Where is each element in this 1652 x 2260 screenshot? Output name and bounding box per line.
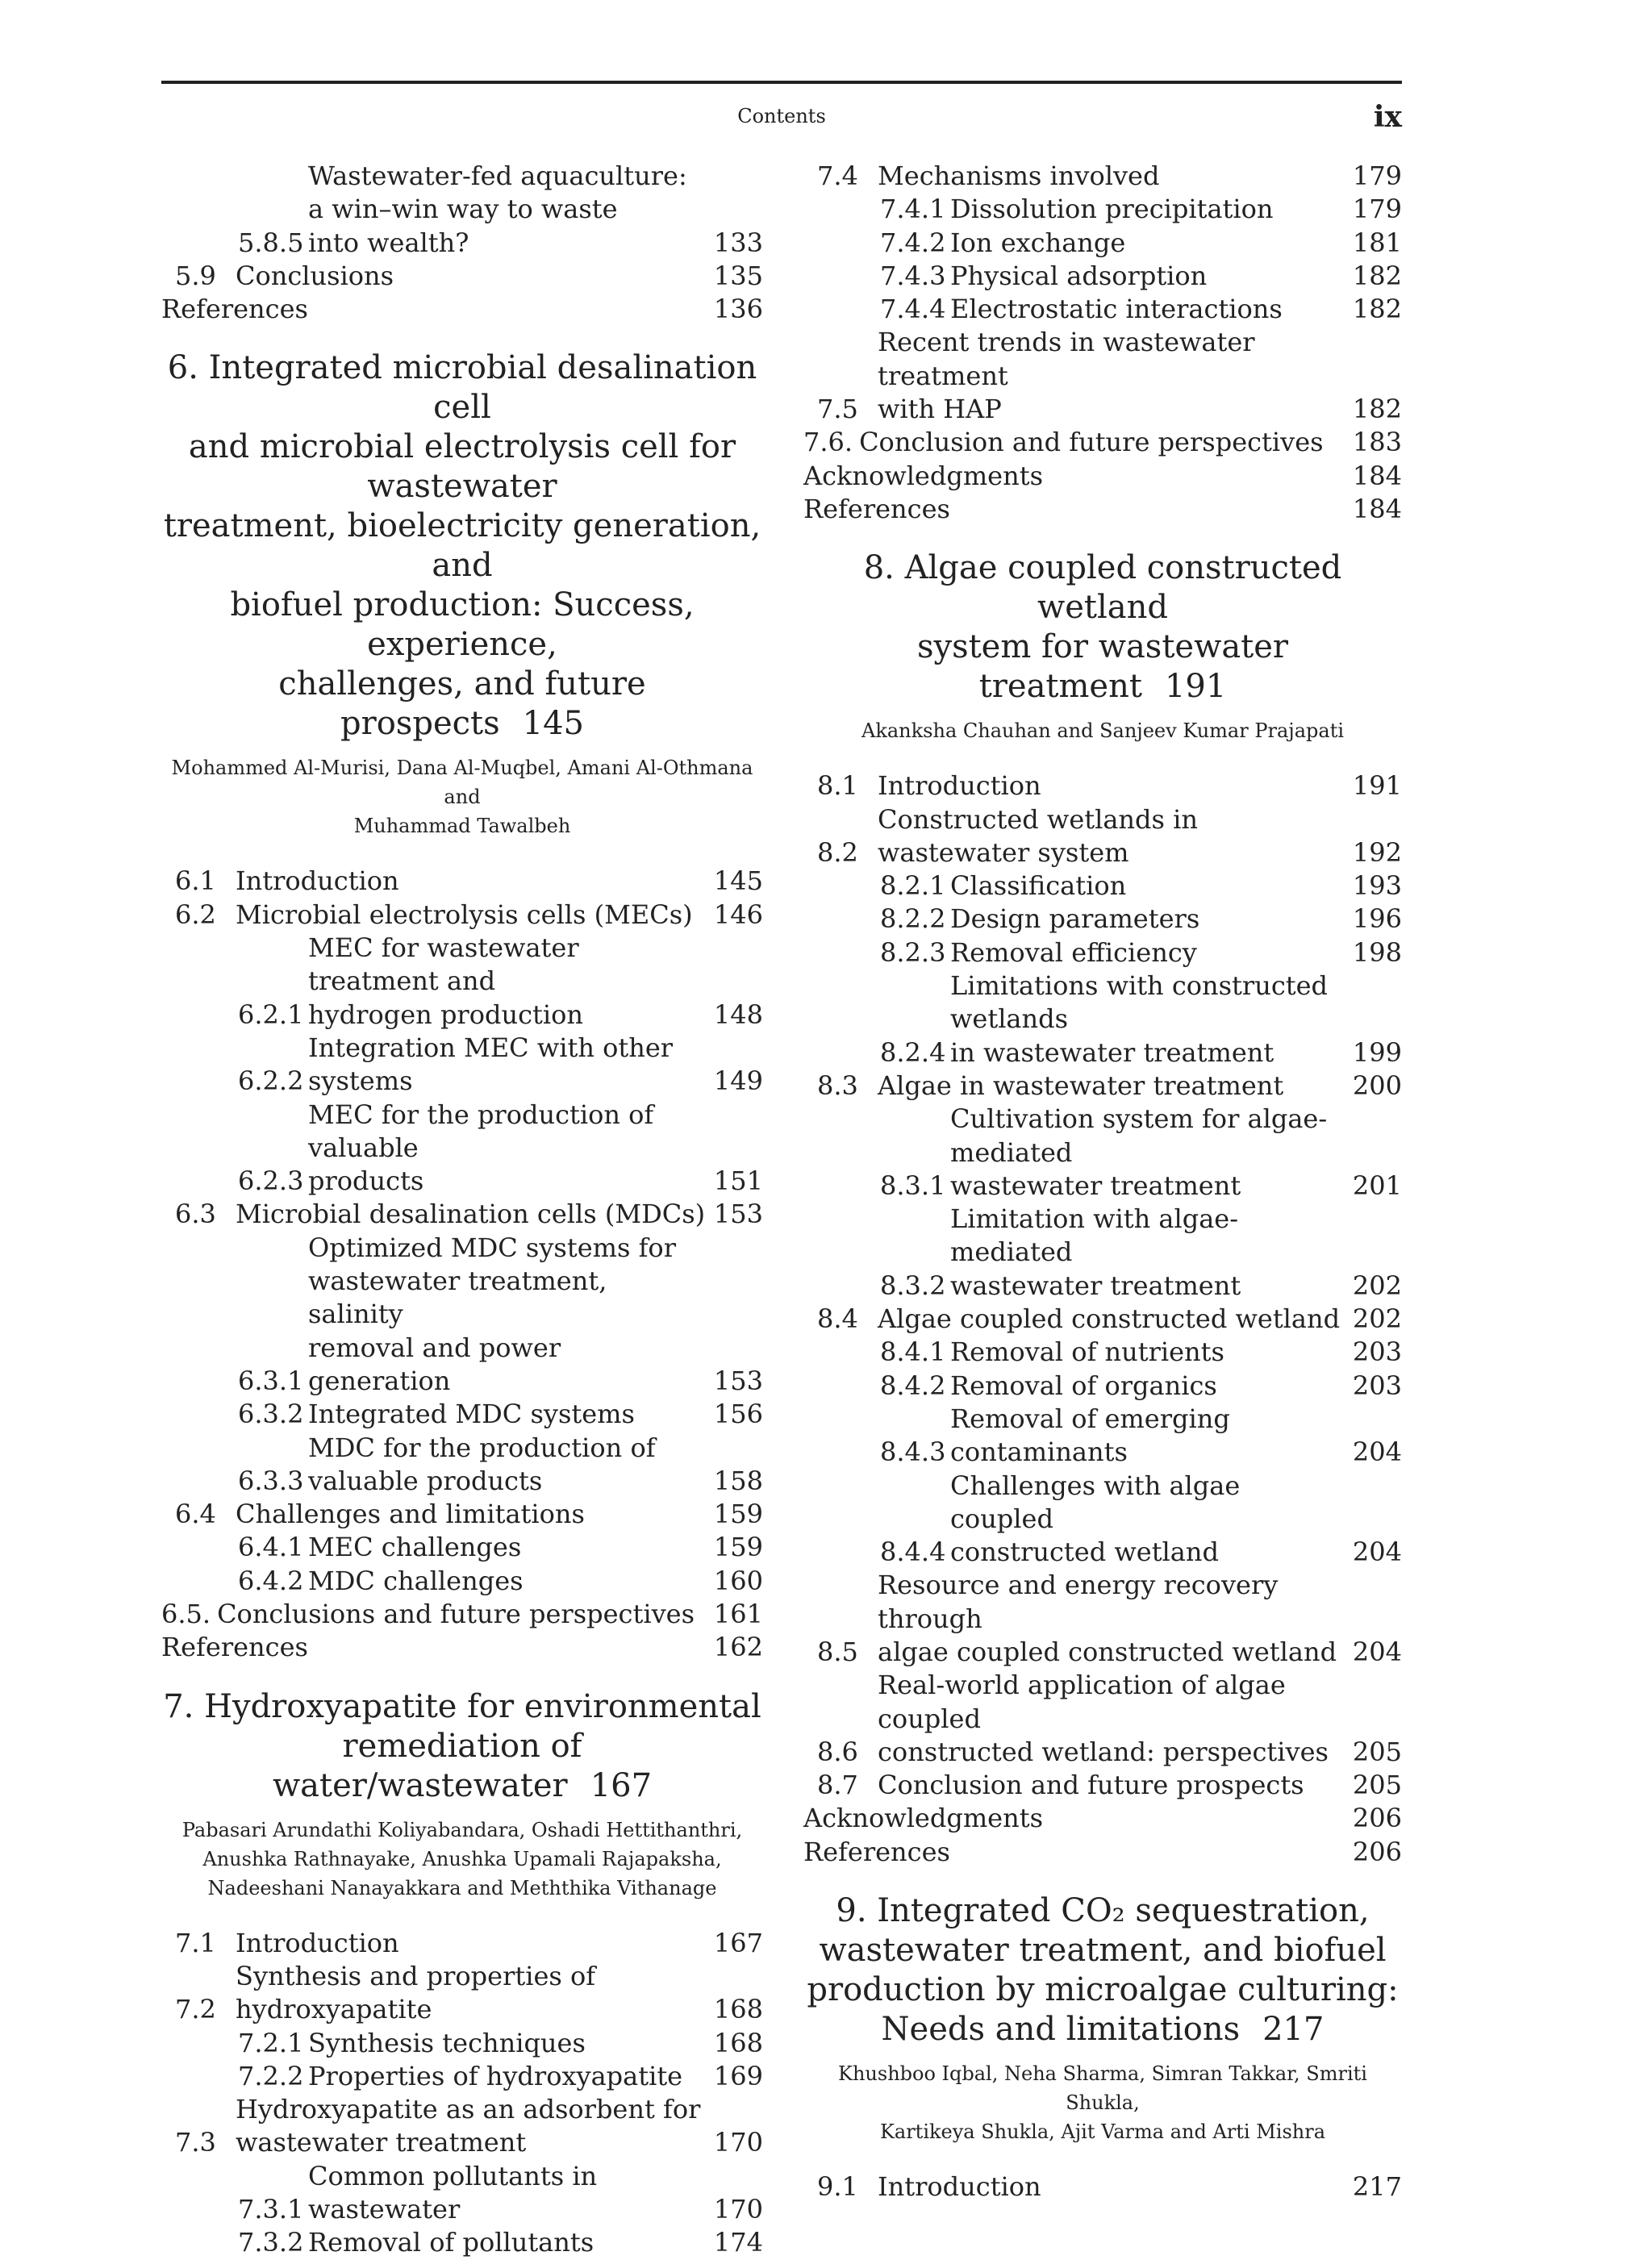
entry-title: Removal of nutrients	[950, 1336, 1224, 1368]
chapter-title-text: 9. Integrated CO₂ sequestration, wastewater treatment, and biofuel production by microalgae culturing: Needs and limitations	[807, 1892, 1399, 2049]
toc-entry[interactable]	[803, 1470, 1402, 1570]
entry-title: Acknowledgments	[803, 1803, 1043, 1834]
toc-entry[interactable]	[803, 1669, 1402, 1769]
toc-entry[interactable]	[161, 932, 763, 1032]
toc-entry[interactable]	[803, 1070, 1402, 1103]
entry-number: 8.4.1	[880, 1336, 946, 1368]
toc-group	[161, 865, 763, 1664]
entry-title: Introduction	[878, 2171, 1041, 2203]
entry-title: Limitation with algae-mediated wastewater treatment	[950, 1203, 1241, 1301]
entry-number: 5.8.5	[238, 227, 304, 258]
toc-entry[interactable]	[803, 293, 1402, 326]
toc-group	[803, 769, 1402, 1869]
entry-page: 192	[1352, 836, 1402, 868]
entry-page: 181	[1352, 227, 1402, 258]
toc-entry[interactable]	[161, 1232, 763, 1398]
entry-number: 7.3	[175, 2127, 216, 2158]
entry-title: Constructed wetlands in wastewater system	[878, 803, 1198, 868]
toc-entry[interactable]	[803, 1569, 1402, 1669]
toc-right-column	[803, 160, 1402, 2204]
entry-page: 161	[713, 1599, 763, 1630]
toc-entry[interactable]	[803, 1836, 1402, 1869]
entry-page: 182	[1352, 294, 1402, 325]
entry-page: 200	[1352, 1070, 1402, 1101]
entry-page: 184	[1352, 493, 1402, 524]
chapter-page: 191	[1164, 668, 1227, 706]
entry-title: References	[161, 294, 308, 325]
chapter-authors: Akanksha Chauhan and Sanjeev Kumar Prajapati	[861, 719, 1345, 743]
running-title: Contents	[737, 105, 826, 127]
entry-page: 135	[713, 260, 763, 291]
entry-page: 168	[713, 2027, 763, 2058]
entry-title: MDC challenges	[308, 1565, 524, 1596]
toc-entry[interactable]	[803, 326, 1402, 426]
entry-title: Resource and energy recovery through algae coupled constructed wetland	[878, 1570, 1337, 1667]
entry-number: 8.4.2	[880, 1370, 946, 1401]
entry-title: References	[161, 1632, 308, 1663]
entry-number: 7.3.1	[238, 2193, 304, 2225]
entry-title: Ion exchange	[950, 227, 1126, 258]
entry-number: 6.4.1	[238, 1532, 304, 1563]
toc-entry[interactable]	[161, 2093, 763, 2160]
entry-page: 146	[713, 899, 763, 930]
entry-number: 6.2.3	[238, 1165, 304, 1197]
toc-entry[interactable]	[161, 1927, 763, 1960]
chapter-page: 167	[590, 1766, 653, 1804]
entry-number: 7.6.	[803, 427, 853, 458]
entry-page: 159	[713, 1499, 763, 1530]
entry-page: 148	[713, 999, 763, 1030]
toc-group	[161, 160, 763, 326]
entry-title: Conclusions	[236, 260, 394, 291]
entry-title: Wastewater-fed aquaculture: a win–win way to waste into wealth?	[308, 161, 687, 258]
toc-entry[interactable]	[803, 936, 1402, 969]
entry-title: Limitations with constructed wetlands in wastewater treatment	[950, 970, 1329, 1068]
entry-title: Recent trends in wastewater treatment with HAP	[878, 327, 1255, 425]
entry-number: 6.1	[175, 865, 216, 897]
toc-entry[interactable]	[803, 903, 1402, 936]
toc-entry[interactable]	[161, 1398, 763, 1431]
entry-page: 203	[1352, 1370, 1402, 1401]
entry-title: Hydroxyapatite as an adsorbent for wastewater treatment	[236, 2094, 701, 2158]
entry-title: Conclusions and future perspectives	[217, 1599, 695, 1630]
toc-entry[interactable]	[161, 260, 763, 293]
chapter-9	[803, 1891, 1402, 2204]
entry-number: 8.3	[817, 1070, 858, 1101]
entry-page: 179	[1352, 161, 1402, 191]
chapter-title[interactable]	[161, 1687, 763, 1806]
entry-number: 8.1	[817, 770, 858, 802]
entry-title: MDC for the production of valuable products	[308, 1432, 656, 1496]
entry-number: 8.7	[817, 1770, 858, 1801]
toc-entry[interactable]	[161, 1565, 763, 1598]
entry-title: Challenges and limitations	[236, 1499, 585, 1530]
entry-page: 206	[1352, 1803, 1402, 1834]
chapter-title-text: 7. Hydroxyapatite for environmental remediation of water/wastewater	[163, 1687, 761, 1804]
toc-entry[interactable]	[803, 493, 1402, 526]
toc-entry[interactable]	[161, 1432, 763, 1499]
entry-title: Algae coupled constructed wetland	[878, 1303, 1341, 1335]
entry-title: Microbial desalination cells (MDCs)	[236, 1199, 706, 1230]
toc-entry[interactable]	[161, 1198, 763, 1231]
entry-title: Introduction	[878, 770, 1041, 802]
chapter-title[interactable]	[803, 548, 1402, 707]
entry-title: Algae in wastewater treatment	[878, 1070, 1284, 1101]
toc-entry[interactable]	[803, 1802, 1402, 1835]
toc-entry[interactable]	[803, 1303, 1402, 1336]
entry-number: 6.3	[175, 1199, 216, 1230]
entry-title: Dissolution precipitation	[950, 194, 1274, 225]
entry-number: 7.4.1	[880, 194, 946, 225]
chapter-title[interactable]	[161, 348, 763, 744]
entry-page: 151	[713, 1165, 763, 1197]
entry-number: 7.4.4	[880, 294, 946, 325]
toc-entry[interactable]	[161, 1099, 763, 1199]
chapter-title-text: 8. Algae coupled constructed wetland system for wastewater treatment	[863, 549, 1342, 706]
toc-entry[interactable]	[803, 1336, 1402, 1369]
toc-entry[interactable]	[803, 193, 1402, 226]
entry-number: 8.4	[817, 1303, 858, 1335]
entry-number: 6.3.1	[238, 1365, 304, 1396]
entry-page: 184	[1352, 460, 1402, 491]
entry-title: Removal of pollutants	[308, 2227, 594, 2258]
toc-entry[interactable]	[803, 426, 1402, 459]
entry-page: 193	[1352, 870, 1402, 902]
entry-number: 7.2.1	[238, 2027, 304, 2058]
entry-page: 191	[1352, 770, 1402, 802]
entry-title: References	[803, 1836, 950, 1867]
entry-number: 8.3.1	[880, 1170, 946, 1201]
entry-page: 167	[713, 1927, 763, 1958]
entry-page: 217	[1352, 2171, 1402, 2203]
entry-page: 204	[1352, 1636, 1402, 1667]
entry-number: 6.4.2	[238, 1565, 304, 1596]
entry-page: 136	[713, 294, 763, 325]
toc-entry[interactable]	[803, 803, 1402, 870]
entry-number: 7.4.2	[880, 227, 946, 258]
entry-title: Introduction	[236, 1927, 399, 1958]
entry-number: 8.6	[817, 1736, 858, 1767]
page-number: ix	[1373, 100, 1402, 134]
entry-page: 201	[1352, 1170, 1402, 1201]
toc-entry[interactable]	[161, 899, 763, 932]
toc-entry[interactable]	[803, 1769, 1402, 1802]
toc-group	[161, 1927, 763, 2260]
entry-title: Challenges with algae coupled constructed wetland	[950, 1470, 1241, 1568]
entry-title: MEC for the production of valuable products	[308, 1099, 654, 1197]
entry-number: 7.2	[175, 1994, 216, 2025]
entry-title: Synthesis techniques	[308, 2027, 586, 2058]
entry-page: 153	[713, 1199, 763, 1230]
entry-number: 7.3.2	[238, 2227, 304, 2258]
toc-entry[interactable]	[803, 1403, 1402, 1470]
toc-entry[interactable]	[161, 2160, 763, 2227]
entry-number: 8.3.2	[880, 1270, 946, 1301]
toc-entry[interactable]	[803, 769, 1402, 803]
entry-title: Removal of organics	[950, 1370, 1217, 1401]
entry-page: 196	[1352, 903, 1402, 935]
entry-page: 170	[713, 2127, 763, 2158]
entry-page: 203	[1352, 1336, 1402, 1368]
toc-entry[interactable]	[161, 1598, 763, 1631]
entry-number: 6.3.3	[238, 1465, 304, 1496]
entry-title: Design parameters	[950, 903, 1200, 935]
entry-number: 8.4.3	[880, 1436, 946, 1468]
entry-number: 8.2	[817, 836, 858, 868]
entry-page: 206	[1352, 1836, 1402, 1867]
entry-page: 149	[713, 1065, 763, 1097]
entry-title: References	[803, 493, 950, 524]
toc-entry[interactable]	[161, 1498, 763, 1531]
chapter-7	[161, 1687, 763, 2260]
entry-title: Properties of hydroxyapatite	[308, 2060, 683, 2091]
entry-number: 7.1	[175, 1927, 216, 1958]
entry-page: 156	[713, 1399, 763, 1430]
entry-number: 7.4.3	[880, 260, 946, 291]
entry-title: Removal of emerging contaminants	[950, 1403, 1230, 1468]
entry-title: Common pollutants in wastewater	[308, 2160, 598, 2225]
entry-page: 183	[1352, 427, 1402, 458]
entry-page: 204	[1352, 1436, 1402, 1468]
toc-entry[interactable]	[803, 969, 1402, 1070]
chapter-6	[161, 348, 763, 1664]
entry-page: 162	[713, 1632, 763, 1663]
chapter-page: 145	[522, 705, 584, 743]
toc-entry[interactable]	[161, 1960, 763, 2027]
entry-title: Optimized MDC systems for wastewater treatment, salinity removal and power generation	[308, 1232, 676, 1396]
entry-page: 205	[1352, 1736, 1402, 1767]
entry-title: Electrostatic interactions	[950, 294, 1283, 325]
entry-title: Classification	[950, 870, 1127, 902]
entry-title: Introduction	[236, 865, 399, 897]
toc-entry[interactable]	[803, 2170, 1402, 2204]
entry-title: Acknowledgments	[803, 460, 1043, 491]
entry-page: 179	[1352, 194, 1402, 225]
toc-group	[803, 160, 1402, 526]
toc-entry[interactable]	[803, 1370, 1402, 1403]
toc-entry[interactable]	[161, 293, 763, 326]
toc-left-column	[161, 160, 763, 2260]
entry-page: 133	[713, 227, 763, 258]
chapter-title-text: 6. Integrated microbial desalination cell and microbial electrolysis cell for wastewater treatment, bioelectricity generation, and biofuel production: Success, experience, challenges, and future prospects	[163, 349, 761, 743]
toc-entry[interactable]	[161, 160, 763, 260]
entry-number: 7.4	[817, 161, 858, 191]
chapter-page: 217	[1262, 2011, 1325, 2049]
entry-number: 6.2.2	[238, 1065, 304, 1097]
entry-page: 202	[1352, 1303, 1402, 1335]
entry-page: 145	[713, 865, 763, 897]
toc-entry[interactable]	[803, 869, 1402, 903]
entry-page: 198	[1352, 936, 1402, 968]
toc-entry[interactable]	[803, 160, 1402, 193]
header-rule	[161, 81, 1402, 84]
entry-page: 205	[1352, 1770, 1402, 1801]
chapter-authors: Pabasari Arundathi Koliyabandara, Oshadi Hettithanthri, Anushka Rathnayake, Anushka Upamali Rajapaksha, Nadeeshani Nanayakkara and Meththika Vithanage	[181, 1818, 743, 1899]
toc-entry[interactable]	[803, 260, 1402, 293]
entry-title: Microbial electrolysis cells (MECs)	[236, 899, 693, 930]
entry-number: 8.4.4	[880, 1537, 946, 1568]
entry-title: Physical adsorption	[950, 260, 1208, 291]
entry-number: 6.3.2	[238, 1399, 304, 1430]
entry-title: MEC challenges	[308, 1532, 522, 1563]
toc-entry[interactable]	[161, 1631, 763, 1664]
entry-title: Removal efficiency	[950, 936, 1197, 968]
entry-page: 153	[713, 1365, 763, 1396]
entry-title: Cultivation system for algae-mediated wastewater treatment	[950, 1103, 1328, 1201]
toc-entry[interactable]	[803, 1203, 1402, 1303]
chapter-authors: Mohammed Al-Murisi, Dana Al-Muqbel, Amani Al-Othmana and Muhammad Tawalbeh	[171, 757, 753, 838]
toc-entry[interactable]	[161, 2027, 763, 2060]
chapter-title[interactable]	[803, 1891, 1402, 2049]
entry-number: 6.2.1	[238, 999, 304, 1030]
toc-group	[803, 2170, 1402, 2204]
entry-title: MEC for wastewater treatment and hydrogen production	[308, 932, 583, 1030]
chapter-authors: Khushboo Iqbal, Neha Sharma, Simran Takkar, Smriti Shukla, Kartikeya Shukla, Ajit Varma and Arti Mishra	[838, 2062, 1367, 2144]
entry-page: 199	[1352, 1036, 1402, 1068]
toc-entry[interactable]	[803, 1103, 1402, 1203]
entry-number: 7.5	[817, 394, 858, 425]
toc-entry[interactable]	[161, 2226, 763, 2259]
entry-title: Integrated MDC systems	[308, 1399, 635, 1430]
entry-title: Conclusion and future perspectives	[859, 427, 1324, 458]
toc-entry[interactable]	[803, 460, 1402, 493]
entry-title: Conclusion and future prospects	[878, 1770, 1304, 1801]
toc-entry[interactable]	[161, 865, 763, 898]
entry-number: 8.2.1	[880, 870, 946, 902]
entry-title: Mechanisms involved	[878, 161, 1160, 191]
entry-number: 8.2.2	[880, 903, 946, 935]
chapter-8	[803, 548, 1402, 1869]
entry-number: 5.9	[175, 260, 216, 291]
entry-title: Synthesis and properties of hydroxyapatite	[236, 1960, 596, 2025]
running-header	[161, 100, 1402, 136]
entry-page: 159	[713, 1532, 763, 1563]
entry-title: Real-world application of algae coupled constructed wetland: perspectives	[878, 1670, 1329, 1767]
entry-page: 202	[1352, 1270, 1402, 1301]
entry-page: 182	[1352, 260, 1402, 291]
entry-number: 8.2.4	[880, 1036, 946, 1068]
entry-page: 204	[1352, 1537, 1402, 1568]
entry-page: 168	[713, 1994, 763, 2025]
toc-entry[interactable]	[803, 227, 1402, 260]
entry-title: Integration MEC with other systems	[308, 1032, 674, 1097]
entry-page: 160	[713, 1565, 763, 1596]
entry-page: 174	[713, 2227, 763, 2258]
toc-entry[interactable]	[161, 2060, 763, 2093]
entry-page: 182	[1352, 394, 1402, 425]
entry-number: 8.5	[817, 1636, 858, 1667]
entry-page: 158	[713, 1465, 763, 1496]
entry-number: 6.2	[175, 899, 216, 930]
entry-number: 8.2.3	[880, 936, 946, 968]
toc-entry[interactable]	[161, 1032, 763, 1099]
entry-page: 170	[713, 2193, 763, 2225]
entry-number: 6.5.	[161, 1599, 211, 1630]
toc-entry[interactable]	[161, 1531, 763, 1564]
entry-number: 9.1	[817, 2171, 858, 2203]
entry-page: 169	[713, 2060, 763, 2091]
entry-number: 7.2.2	[238, 2060, 304, 2091]
entry-number: 6.4	[175, 1499, 216, 1530]
